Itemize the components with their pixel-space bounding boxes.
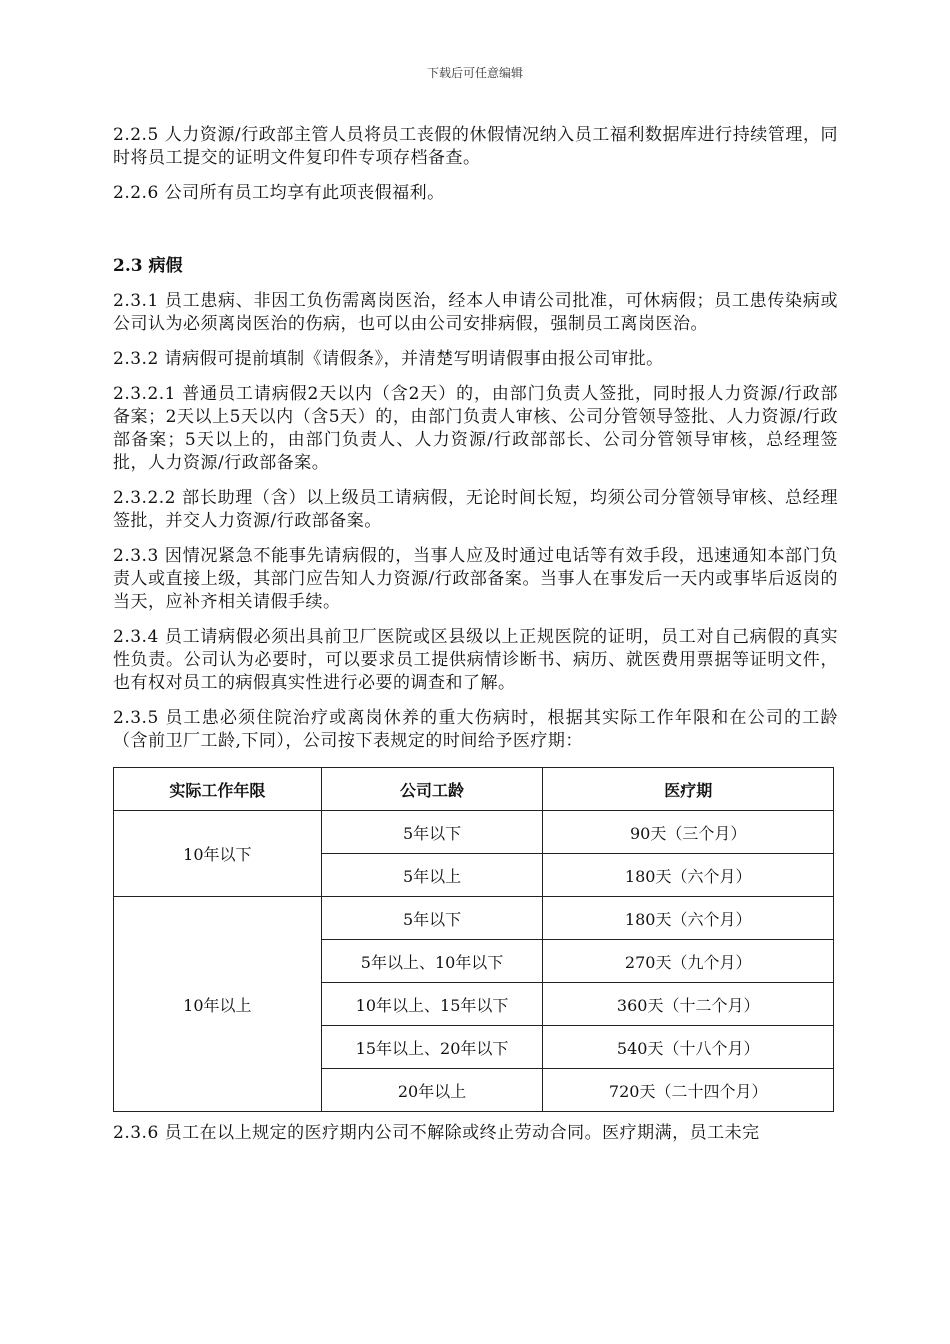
paragraph-2-3-2-2: 2.3.2.2 部长助理（含）以上级员工请病假，无论时间长短，均须公司分管领导审核、总经理签批，并交人力资源/行政部备案。 [113,488,838,531]
period-cell: 180天（六个月） [543,897,834,940]
seniority-cell: 5年以上、10年以下 [321,940,543,983]
period-cell: 270天（九个月） [543,940,834,983]
group-label: 10年以下 [114,811,322,897]
paragraph-2-3-2-1: 2.3.2.1 普通员工请病假2天以内（含2天）的，由部门负责人签批，同时报人力资源/行政部备案；2天以上5天以内（含5天）的，由部门负责人审核、公司分管领导签批、人力资源/行政部备案；5天以上的，由部门负责人、人力资源/行政部部长、公司分管领导审核，总经理签批，人力资源/行政部备案。 [113,384,838,473]
header-work-years: 实际工作年限 [114,768,322,811]
period-cell: 360天（十二个月） [543,983,834,1026]
header-company-seniority: 公司工龄 [321,768,543,811]
paragraph-2-3-3: 2.3.3 因情况紧急不能事先请病假的，当事人应及时通过电话等有效手段，迅速通知本部门负责人或直接上级，其部门应告知人力资源/行政部备案。当事人在事发后一天内或事毕后返岗的当天，应补齐相关请假手续。 [113,546,838,612]
header-medical-period: 医疗期 [543,768,834,811]
page-header: 下载后可任意编辑 [426,66,523,80]
section-title-sick-leave: 2.3 病假 [113,256,183,276]
period-cell: 540天（十八个月） [543,1026,834,1069]
table-row [114,811,834,854]
document-body [113,124,838,1157]
paragraph-2-3-6: 2.3.6 员工在以上规定的医疗期内公司不解除或终止劳动合同。医疗期满，员工未完 [113,1123,760,1143]
table-row [114,897,834,940]
paragraph-2-3-4: 2.3.4 员工请病假必须出具前卫厂医院或区县级以上正规医院的证明，员工对自己病假的真实性负责。公司认为必要时，可以要求员工提供病情诊断书、病历、就医费用票据等证明文件，也有权对员工的病假真实性进行必要的调查和了解。 [113,627,838,693]
seniority-cell: 5年以下 [321,811,543,854]
medical-period-table [113,767,834,1112]
seniority-cell: 5年以上 [321,854,543,897]
period-cell: 180天（六个月） [543,854,834,897]
seniority-cell: 10年以上、15年以下 [321,983,543,1026]
paragraph-2-3-1: 2.3.1 员工患病、非因工负伤需离岗医治，经本人申请公司批准，可休病假；员工患传染病或公司认为必须离岗医治的伤病，也可以由公司安排病假，强制员工离岗医治。 [113,291,838,334]
paragraph-2-3-2: 2.3.2 请病假可提前填制《请假条》，并清楚写明请假事由报公司审批。 [113,349,664,369]
period-cell: 720天（二十四个月） [543,1069,834,1112]
period-cell: 90天（三个月） [543,811,834,854]
paragraph-2-2-6: 2.2.6 公司所有员工均享有此项丧假福利。 [113,183,445,203]
group-label: 10年以上 [114,897,322,1112]
paragraph-2-3-5: 2.3.5 员工患必须住院治疗或离岗休养的重大伤病时，根据其实际工作年限和在公司的工龄（含前卫厂工龄,下同），公司按下表规定的时间给予医疗期： [113,708,838,751]
seniority-cell: 15年以上、20年以下 [321,1026,543,1069]
seniority-cell: 5年以下 [321,897,543,940]
table-header-row [114,768,834,811]
seniority-cell: 20年以上 [321,1069,543,1112]
paragraph-2-2-5: 2.2.5 人力资源/行政部主管人员将员工丧假的休假情况纳入员工福利数据库进行持续管理，同时将员工提交的证明文件复印件专项存档备查。 [113,125,838,168]
